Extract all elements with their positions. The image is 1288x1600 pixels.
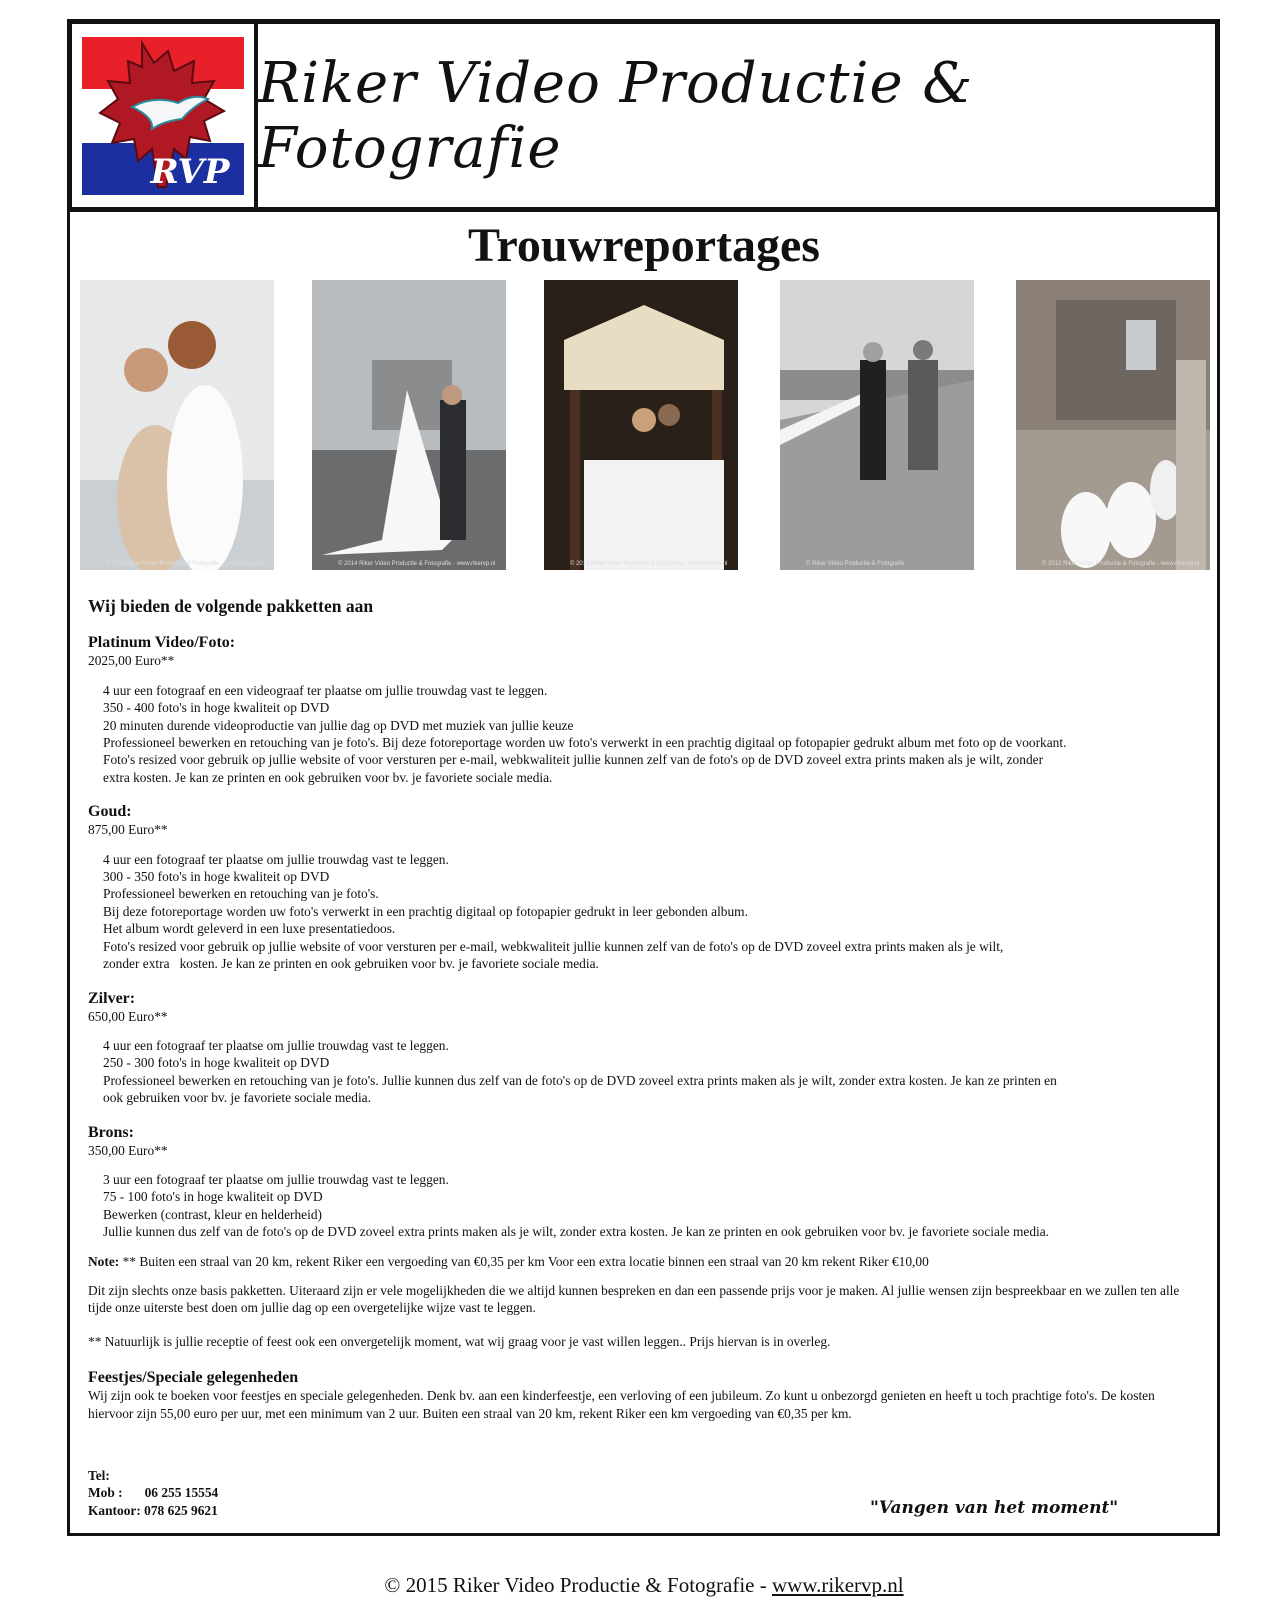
package-line: 350 - 400 foto's in hoge kwaliteit op DVD xyxy=(103,700,330,716)
package-line: 75 - 100 foto's in hoge kwaliteit op DVD xyxy=(103,1189,323,1205)
mobile-line xyxy=(88,1484,218,1501)
rvp-logo-icon xyxy=(82,37,244,195)
package-line: zonder extra kosten. Je kan ze printen en ook gebruiken voor bv. je favoriete sociale media. xyxy=(103,956,599,972)
package-line: 300 - 350 foto's in hoge kwaliteit op DVD xyxy=(103,869,330,885)
mob-label: Mob : xyxy=(88,1485,123,1501)
package-name: Brons: xyxy=(88,1123,134,1141)
package-line: Professioneel bewerken en retouching van je foto's. xyxy=(103,886,379,902)
office-phone[interactable]: Kantoor: 078 625 9621 xyxy=(88,1502,218,1518)
package-brons xyxy=(88,1123,1198,1241)
package-name: Goud: xyxy=(88,803,132,821)
package-goud xyxy=(88,802,1198,972)
photo-gallery xyxy=(80,280,1210,570)
wedding-photo-church-steps[interactable] xyxy=(1016,280,1210,570)
copyright: © 2015 Riker Video Productie & Fotografie - xyxy=(384,1573,772,1597)
package-price: 2025,00 Euro** xyxy=(88,653,175,669)
mob-number[interactable]: 06 255 15554 xyxy=(144,1485,219,1501)
footer xyxy=(0,1573,1288,1598)
website-link[interactable]: www.rikervp.nl xyxy=(771,1573,904,1597)
package-price: 350,00 Euro** xyxy=(88,1142,168,1158)
package-line: Bij deze fotoreportage worden uw foto's verwerkt in een prachtig digitaal op fotopapier gedrukt in leer gebonden album. xyxy=(103,903,748,919)
main-content xyxy=(88,598,1198,1438)
package-line: Het album wordt geleverd in een luxe presentatiedoos. xyxy=(103,921,396,937)
package-line: 4 uur een fotograaf ter plaatse om jullie trouwdag vast te leggen. xyxy=(103,1037,449,1053)
contact-info xyxy=(88,1467,218,1519)
package-line: 4 uur een fotograaf en een videograaf ter plaatse om jullie trouwdag vast te leggen. xyxy=(103,682,548,698)
package-line: Foto's resized voor gebruik op jullie website of voor versturen per e-mail, webkwaliteit jullie kunnen zelf van de foto's op de DVD zoveel extra prints maken als je wilt, xyxy=(103,938,1004,954)
wedding-photo-bed[interactable] xyxy=(544,280,738,570)
package-line: 4 uur een fotograaf ter plaatse om jullie trouwdag vast te leggen. xyxy=(103,851,449,867)
package-line: Professioneel bewerken en retouching van je foto's. Bij deze fotoreportage worden uw foto's verwerkt in een prachtig digitaal op fotopapier gedrukt album met foto op de voorkant. xyxy=(103,735,1067,751)
package-line: Foto's resized voor gebruik op jullie website of voor versturen per e-mail, webkwaliteit jullie kunnen zelf van de foto's op de DVD zoveel extra prints maken als je wilt, zonder xyxy=(103,752,1044,768)
package-zilver xyxy=(88,989,1198,1107)
package-price: 650,00 Euro** xyxy=(88,1008,168,1024)
photo-caption: © Riker Video Productie & Fotografie xyxy=(806,561,905,567)
photo-caption: © 2012 Riker Video Productie & Fotografie - www.rikervp.nl xyxy=(1042,561,1200,567)
package-line: 3 uur een fotograaf ter plaatse om jullie trouwdag vast te leggen. xyxy=(103,1171,449,1187)
package-name: Platinum Video/Foto: xyxy=(88,634,236,652)
note-label: Note: xyxy=(88,1253,120,1269)
logo-text: RVP xyxy=(150,151,230,192)
photo-caption: © 2014 Riker Video Productie & Fotografie - www.rikervp.nl xyxy=(338,561,496,567)
note-text: ** Buiten een straal van 20 km, rekent Riker een vergoeding van €0,35 per km Voor een extra locatie binnen een straal van 20 km rekent Riker €10,00 xyxy=(119,1253,929,1269)
site-title: Riker Video Productie & Fotografie xyxy=(258,50,974,181)
package-price: 875,00 Euro** xyxy=(88,822,168,838)
feestjes-text: Wij zijn ook te boeken voor feestjes en speciale gelegenheden. Denk bv. aan een kinderfeestje, een verloving of een jubileum. Zo kunt u onbezorgd genieten en heeft u toch prachtige foto's. De kosten hiervoor zijn 55,00 euro per uur, met een minimum van 2 uur. Buiten een straal van 20 km, rekent Riker een km vergoeding van €0,35 per km. xyxy=(88,1388,1155,1421)
wedding-photo-castle[interactable] xyxy=(312,280,506,570)
photo-caption: © 2014 Riker Video Productie & Fotografie - www.rikervp.nl xyxy=(106,561,264,567)
package-line: ook gebruiken voor bv. je favoriete sociale media. xyxy=(103,1090,371,1106)
header xyxy=(67,19,1220,212)
photo-caption: © 2014 Riker Video Productie & Fotografie - www.rikervp.nl xyxy=(570,561,728,567)
feestjes-title: Feestjes/Speciale gelegenheden xyxy=(88,1369,299,1387)
receptie-text: ** Natuurlijk is jullie receptie of feest ook een onvergetelijk moment, wat wij graag voor je vast willen leggen.. Prijs hiervan is in overleg. xyxy=(88,1333,831,1349)
package-line: 20 minuten durende videoproductie van jullie dag op DVD met muziek van jullie keuze xyxy=(103,717,574,733)
travel-note xyxy=(88,1253,1198,1270)
basis-text: Dit zijn slechts onze basis pakketten. Uiteraard zijn er vele mogelijkheden die we altijd kunnen bespreken en dan een passende prijs voor je maken. Al jullie wensen zijn bespreekbaar en we zullen ten alle tijde onze uiterste best doen om jullie dag op een overgetelijke wijze vast te leggen. xyxy=(88,1282,1180,1316)
package-platinum xyxy=(88,633,1198,786)
package-line: Jullie kunnen dus zelf van de foto's op de DVD zoveel extra prints maken als je wilt, zonder extra kosten. Je kan ze printen en ook gebruiken voor bv. je favoriete sociale media. xyxy=(103,1224,1050,1240)
package-line: extra kosten. Je kan ze printen en ook gebruiken voor bv. je favoriete sociale media. xyxy=(103,769,553,785)
page-title: Trouwreportages xyxy=(468,219,820,272)
wedding-photo-boat[interactable] xyxy=(780,280,974,570)
package-line: Bewerken (contrast, kleur en helderheid) xyxy=(103,1206,322,1222)
page-frame-bottom xyxy=(67,1533,1220,1536)
package-line: Professioneel bewerken en retouching van je foto's. Jullie kunnen dus zelf van de foto's op de DVD zoveel extra prints maken als je wilt, zonder extra kosten. Je kan ze printen en xyxy=(103,1072,1057,1088)
package-name: Zilver: xyxy=(88,989,136,1007)
intro-heading: Wij bieden de volgende pakketten aan xyxy=(88,596,374,616)
wedding-photo-beach[interactable] xyxy=(80,280,274,570)
package-line: 250 - 300 foto's in hoge kwaliteit op DVD xyxy=(103,1055,330,1071)
tel-label: Tel: xyxy=(88,1468,110,1483)
tagline: "Vangen van het moment" xyxy=(870,1498,1119,1518)
logo xyxy=(72,24,258,207)
